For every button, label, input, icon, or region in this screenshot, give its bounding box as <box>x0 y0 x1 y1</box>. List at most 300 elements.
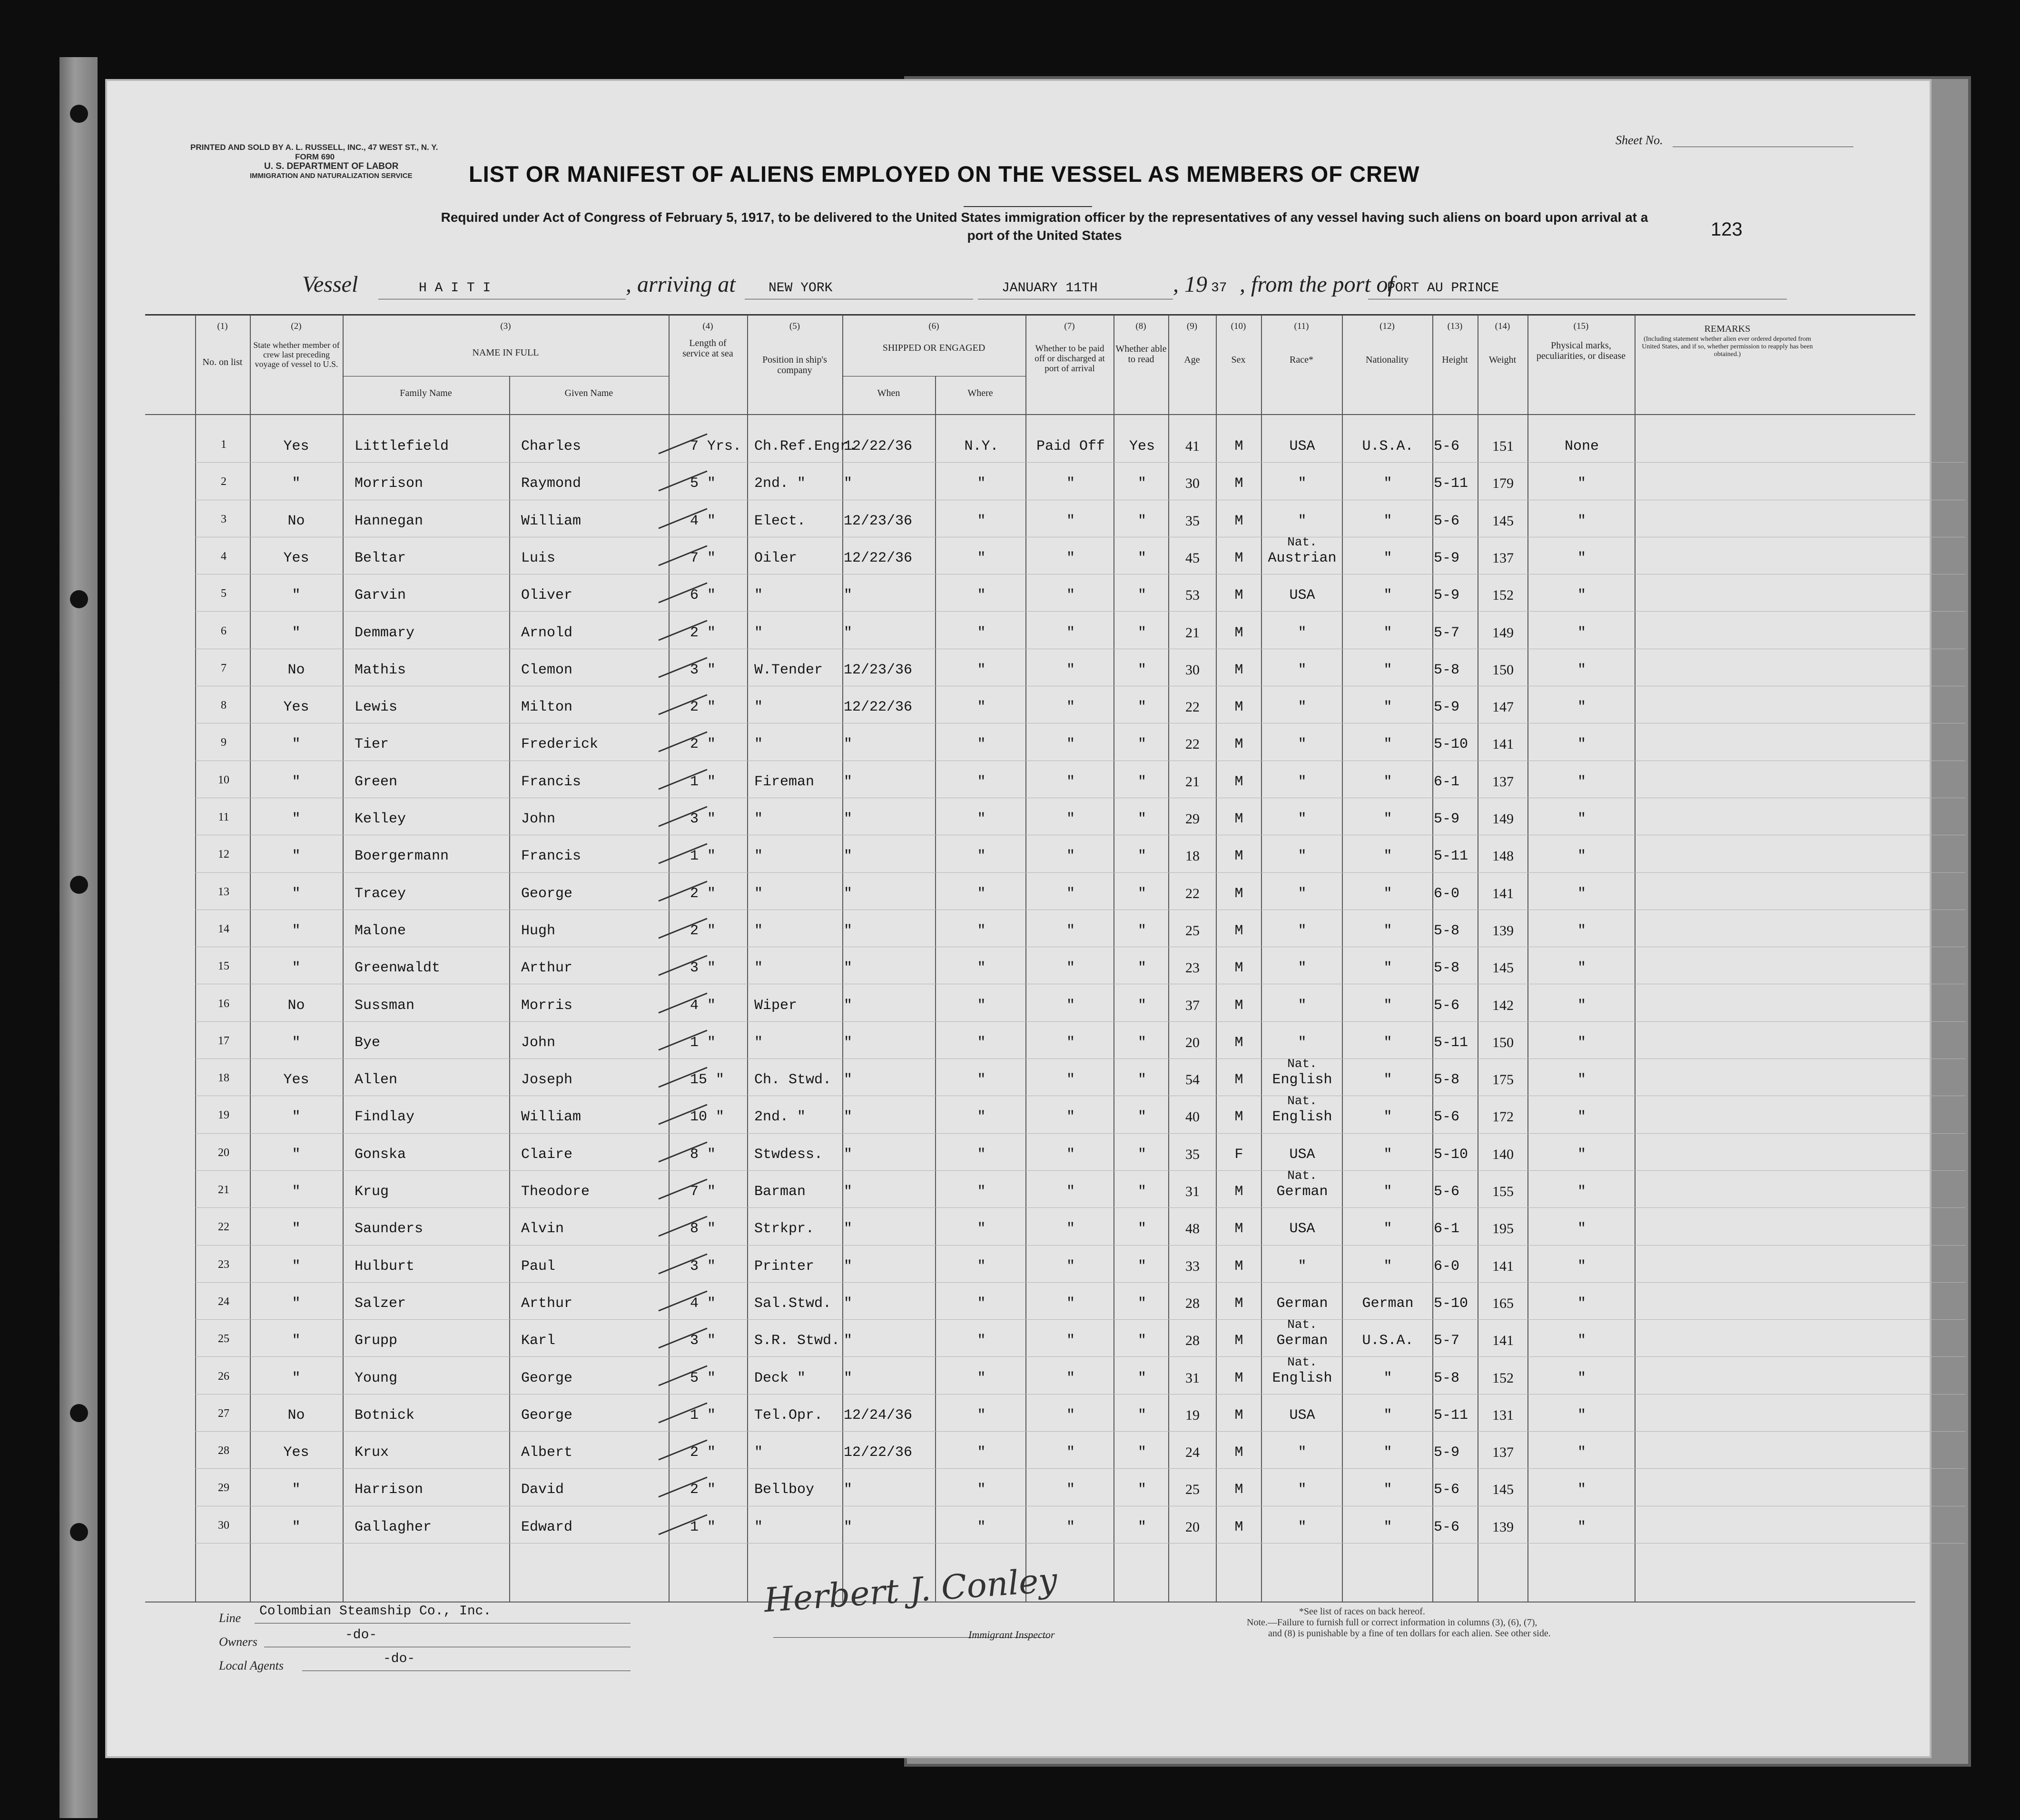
cell-shipped-where: " <box>977 922 986 939</box>
col-header-nationality: Nationality <box>1366 355 1409 365</box>
cell-shipped-when: " <box>844 960 853 977</box>
cell-sex: M <box>1234 587 1243 604</box>
cell-previous-voyage: No <box>287 1407 305 1424</box>
cell-physical-marks: None <box>1564 438 1599 455</box>
cell-given-name: Morris <box>521 997 573 1014</box>
cell-shipped-when: " <box>844 736 853 753</box>
cell-height: 5-10 <box>1434 736 1468 753</box>
cell-sex: M <box>1234 662 1243 678</box>
cell-paid-off: " <box>1066 736 1075 753</box>
cell-weight: 149 <box>1492 811 1514 827</box>
cell-row-number: 11 <box>218 811 229 823</box>
cell-height: 5-8 <box>1434 1072 1460 1088</box>
row-rule <box>195 1021 1965 1022</box>
cell-paid-off: " <box>1066 1482 1075 1498</box>
cell-position: Barman <box>754 1184 806 1200</box>
table-row <box>107 534 1930 575</box>
col-number-2: (2) <box>291 321 302 331</box>
cell-family-name: Allen <box>355 1072 398 1088</box>
cell-race: English <box>1272 1109 1332 1126</box>
cell-sex: M <box>1234 922 1243 939</box>
table-row <box>107 1355 1930 1395</box>
cell-weight: 145 <box>1492 1482 1514 1498</box>
cell-family-name: Young <box>355 1370 398 1386</box>
cell-age: 35 <box>1185 1146 1200 1162</box>
cell-previous-voyage: Yes <box>283 699 309 716</box>
cell-previous-voyage: " <box>292 1333 301 1349</box>
cell-position: " <box>754 587 763 604</box>
cell-height: 6-0 <box>1434 885 1460 902</box>
cell-paid-off: " <box>1066 1295 1075 1312</box>
row-rule <box>195 1058 1965 1059</box>
inspector-label: Immigrant Inspector <box>968 1629 1055 1641</box>
cell-row-number: 28 <box>218 1444 229 1457</box>
cell-height: 5-8 <box>1434 922 1460 939</box>
cell-shipped-when: " <box>844 1146 853 1163</box>
cell-shipped-where: " <box>977 1370 986 1386</box>
col-number-11: (11) <box>1294 321 1309 331</box>
cell-row-number: 21 <box>218 1184 229 1196</box>
col-header-remarks-note: (Including statement whether alien ever ordered deported from United States, and if so, whether permission to reapply has been obtained.) <box>1642 336 1813 358</box>
cell-service-length: 4 " <box>690 997 716 1014</box>
cell-previous-voyage: Yes <box>283 438 309 455</box>
cell-physical-marks: " <box>1577 885 1586 902</box>
cell-shipped-when: " <box>844 1109 853 1126</box>
col-header-no-on-list: No. on list <box>202 357 243 367</box>
page-number: 123 <box>1711 219 1743 240</box>
cell-previous-voyage: " <box>292 922 301 939</box>
cell-position: " <box>754 1519 763 1535</box>
cell-physical-marks: " <box>1577 848 1586 865</box>
cell-service-length: 2 " <box>690 736 716 753</box>
cell-family-name: Kelley <box>355 811 406 827</box>
cell-family-name: Hulburt <box>355 1258 415 1275</box>
cell-family-name: Boergermann <box>355 848 449 865</box>
cell-paid-off: " <box>1066 960 1075 977</box>
cell-paid-off: " <box>1066 1258 1075 1275</box>
cell-shipped-where: " <box>977 1482 986 1498</box>
cell-age: 30 <box>1185 662 1200 678</box>
col-header-name-in-full: NAME IN FULL <box>472 347 539 358</box>
cell-service-length: 2 " <box>690 699 716 716</box>
cell-service-length: 4 " <box>690 1295 716 1312</box>
cell-paid-off: " <box>1066 1333 1075 1349</box>
cell-age: 35 <box>1185 513 1200 529</box>
cell-shipped-when: " <box>844 997 853 1014</box>
cell-age: 21 <box>1185 624 1200 641</box>
cell-given-name: Raymond <box>521 475 581 492</box>
sheet-number-label: Sheet No. <box>1616 133 1663 147</box>
cell-service-length: 2 " <box>690 1482 716 1498</box>
cell-service-length: 2 " <box>690 885 716 902</box>
cell-sex: M <box>1234 1109 1243 1126</box>
table-row <box>107 1395 1930 1432</box>
cell-shipped-where: " <box>977 1519 986 1535</box>
col-header-height: Height <box>1442 355 1468 365</box>
cell-row-number: 25 <box>218 1333 229 1345</box>
cell-able-to-read: " <box>1137 513 1146 529</box>
cell-service-length: 7 " <box>690 1184 716 1200</box>
cell-physical-marks: " <box>1577 1221 1586 1237</box>
cell-shipped-when: 12/22/36 <box>844 699 913 716</box>
cell-family-name: Krug <box>355 1184 389 1200</box>
cell-nationality: " <box>1383 811 1392 827</box>
cell-paid-off: " <box>1066 885 1075 902</box>
cell-shipped-when: " <box>844 885 853 902</box>
cell-naturalized-note: Nat. <box>1287 1094 1317 1108</box>
cell-weight: 172 <box>1492 1109 1514 1125</box>
cell-previous-voyage: No <box>287 997 305 1014</box>
cell-row-number: 20 <box>218 1146 229 1159</box>
row-rule <box>195 1170 1965 1171</box>
table-row <box>107 1469 1930 1506</box>
cell-shipped-where: " <box>977 1034 986 1051</box>
cell-race: " <box>1298 773 1307 790</box>
cell-height: 5-9 <box>1434 699 1460 716</box>
local-agents-value: -do- <box>383 1652 415 1666</box>
col-number-1: (1) <box>217 321 228 331</box>
cell-position: " <box>754 922 763 939</box>
line-label: Line <box>219 1611 241 1625</box>
cell-family-name: Tracey <box>355 885 406 902</box>
cell-sex: M <box>1234 1184 1243 1200</box>
row-rule <box>195 1245 1965 1246</box>
cell-height: 6-1 <box>1434 773 1460 790</box>
cell-given-name: Arnold <box>521 624 573 641</box>
cell-paid-off: " <box>1066 662 1075 678</box>
cell-position: Tel.Opr. <box>754 1407 823 1424</box>
cell-height: 5-6 <box>1434 997 1460 1014</box>
cell-service-length: 1 " <box>690 1034 716 1051</box>
cell-shipped-when: " <box>844 475 853 492</box>
cell-row-number: 19 <box>218 1109 229 1122</box>
cell-shipped-where: " <box>977 587 986 604</box>
cell-paid-off: " <box>1066 1072 1075 1088</box>
cell-able-to-read: " <box>1137 550 1146 566</box>
cell-physical-marks: " <box>1577 1444 1586 1461</box>
cell-service-length: 2 " <box>690 624 716 641</box>
cell-age: 54 <box>1185 1072 1200 1088</box>
col-header-previous-voyage: State whether member of crew last preceding voyage of vessel to U.S. <box>253 340 340 369</box>
cell-nationality: " <box>1383 997 1392 1014</box>
cell-physical-marks: " <box>1577 922 1586 939</box>
cell-race: Austrian <box>1268 550 1337 566</box>
cell-sex: M <box>1234 1370 1243 1386</box>
cell-row-number: 18 <box>218 1072 229 1085</box>
cell-nationality: " <box>1383 699 1392 716</box>
cell-sex: M <box>1234 1072 1243 1088</box>
cell-physical-marks: " <box>1577 624 1586 641</box>
cell-nationality: " <box>1383 1221 1392 1237</box>
cell-shipped-where: " <box>977 662 986 678</box>
cell-physical-marks: " <box>1577 773 1586 790</box>
table-row <box>107 1094 1930 1134</box>
cell-height: 5-6 <box>1434 513 1460 529</box>
table-row <box>107 613 1930 650</box>
cell-sex: M <box>1234 885 1243 902</box>
col-header-family-name: Family Name <box>400 388 452 398</box>
cell-given-name: Francis <box>521 848 581 865</box>
cell-paid-off: " <box>1066 475 1075 492</box>
cell-shipped-when: " <box>844 1072 853 1088</box>
cell-able-to-read: " <box>1137 1109 1146 1126</box>
table-row <box>107 1059 1930 1097</box>
fine-note-line-2: and (8) is punishable by a fine of ten dollars for each alien. See other side. <box>1268 1628 1551 1639</box>
cell-shipped-where: " <box>977 1258 986 1275</box>
cell-able-to-read: " <box>1137 1034 1146 1051</box>
cell-weight: 137 <box>1492 550 1514 566</box>
cell-row-number: 13 <box>218 885 229 898</box>
cell-able-to-read: " <box>1137 922 1146 939</box>
cell-position: " <box>754 885 763 902</box>
cell-weight: 175 <box>1492 1072 1514 1088</box>
cell-nationality: " <box>1383 885 1392 902</box>
col-number-8: (8) <box>1135 321 1146 331</box>
cell-sex: M <box>1234 438 1243 455</box>
cell-service-length: 8 " <box>690 1221 716 1237</box>
cell-sex: M <box>1234 1034 1243 1051</box>
cell-age: 23 <box>1185 960 1200 976</box>
cell-physical-marks: " <box>1577 1407 1586 1424</box>
cell-shipped-when: 12/22/36 <box>844 1444 913 1461</box>
cell-race: USA <box>1289 587 1315 604</box>
cell-shipped-when: " <box>844 848 853 865</box>
cell-physical-marks: " <box>1577 997 1586 1014</box>
cell-given-name: Karl <box>521 1333 556 1349</box>
cell-row-number: 3 <box>221 513 227 525</box>
cell-able-to-read: " <box>1137 1407 1146 1424</box>
cell-given-name: Clemon <box>521 662 573 678</box>
cell-physical-marks: " <box>1577 1519 1586 1535</box>
cell-weight: 137 <box>1492 773 1514 790</box>
col-number-13: (13) <box>1447 321 1463 331</box>
cell-height: 6-0 <box>1434 1258 1460 1275</box>
cell-race: " <box>1298 513 1307 529</box>
cell-sex: M <box>1234 624 1243 641</box>
cell-previous-voyage: " <box>292 1221 301 1237</box>
cell-service-length: 3 " <box>690 960 716 977</box>
cell-family-name: Salzer <box>355 1295 406 1312</box>
cell-paid-off: " <box>1066 1034 1075 1051</box>
cell-given-name: Joseph <box>521 1072 573 1088</box>
cell-row-number: 5 <box>221 587 227 600</box>
cell-weight: 145 <box>1492 960 1514 976</box>
cell-position: " <box>754 1034 763 1051</box>
row-rule <box>195 1319 1965 1320</box>
cell-shipped-where: N.Y. <box>964 438 999 455</box>
cell-age: 53 <box>1185 587 1200 603</box>
cell-age: 21 <box>1185 773 1200 790</box>
cell-race: USA <box>1289 438 1315 455</box>
cell-given-name: Paul <box>521 1258 556 1275</box>
cell-shipped-where: " <box>977 550 986 566</box>
cell-family-name: Tier <box>355 736 389 753</box>
cell-service-length: 1 " <box>690 773 716 790</box>
cell-height: 5-8 <box>1434 662 1460 678</box>
cell-position: Deck " <box>754 1370 806 1386</box>
cell-family-name: Green <box>355 773 398 790</box>
cell-sex: M <box>1234 513 1243 529</box>
vessel-label: Vessel <box>302 272 358 297</box>
table-row <box>107 1208 1930 1246</box>
cell-sex: M <box>1234 1221 1243 1237</box>
cell-row-number: 1 <box>221 438 227 451</box>
cell-shipped-where: " <box>977 773 986 790</box>
cell-position: " <box>754 699 763 716</box>
cell-naturalized-note: Nat. <box>1287 1355 1317 1369</box>
cell-position: " <box>754 1444 763 1461</box>
cell-shipped-when: " <box>844 1221 853 1237</box>
cell-family-name: Hannegan <box>355 513 424 529</box>
cell-able-to-read: " <box>1137 885 1146 902</box>
owners-value: -do- <box>345 1628 377 1642</box>
table-row <box>107 1432 1930 1469</box>
cell-service-length: 1 " <box>690 1519 716 1535</box>
cell-weight: 147 <box>1492 699 1514 715</box>
cell-weight: 195 <box>1492 1221 1514 1237</box>
cell-able-to-read: " <box>1137 736 1146 753</box>
cell-position: " <box>754 811 763 827</box>
cell-row-number: 4 <box>221 550 227 563</box>
cell-nationality: " <box>1383 1184 1392 1200</box>
cell-nationality: " <box>1383 1444 1392 1461</box>
cell-service-length: 5 " <box>690 475 716 492</box>
form-number: FORM 690 <box>295 152 335 161</box>
cell-weight: 152 <box>1492 1370 1514 1386</box>
cell-physical-marks: " <box>1577 1295 1586 1312</box>
cell-position: Oiler <box>754 550 798 566</box>
cell-weight: 140 <box>1492 1146 1514 1162</box>
cell-service-length: 2 " <box>690 922 716 939</box>
cell-shipped-where: " <box>977 811 986 827</box>
cell-weight: 141 <box>1492 1333 1514 1349</box>
row-rule <box>195 462 1965 463</box>
cell-able-to-read: " <box>1137 1370 1146 1386</box>
cell-nationality: " <box>1383 1109 1392 1126</box>
subtitle-line-2: port of the United States <box>967 228 1122 243</box>
cell-sex: M <box>1234 960 1243 977</box>
cell-physical-marks: " <box>1577 1258 1586 1275</box>
cell-shipped-where: " <box>977 848 986 865</box>
cell-position: Fireman <box>754 773 815 790</box>
cell-previous-voyage: " <box>292 1146 301 1163</box>
cell-sex: M <box>1234 550 1243 566</box>
cell-weight: 142 <box>1492 997 1514 1013</box>
col-number-9: (9) <box>1186 321 1198 331</box>
cell-position: Bellboy <box>754 1482 815 1498</box>
table-row <box>107 910 1930 948</box>
cell-naturalized-note: Nat. <box>1287 534 1317 549</box>
cell-physical-marks: " <box>1577 1482 1586 1498</box>
row-rule <box>195 1468 1965 1469</box>
vessel-name: H A I T I <box>419 281 491 296</box>
cell-physical-marks: " <box>1577 475 1586 492</box>
cell-paid-off: " <box>1066 1370 1075 1386</box>
cell-position: Wiper <box>754 997 798 1014</box>
cell-row-number: 16 <box>218 997 229 1010</box>
cell-previous-voyage: " <box>292 1184 301 1200</box>
table-row <box>107 1168 1930 1208</box>
cell-family-name: Findlay <box>355 1109 415 1126</box>
cell-previous-voyage: " <box>292 1109 301 1126</box>
cell-height: 5-7 <box>1434 1333 1460 1349</box>
cell-position: Ch.Ref.Engr. <box>754 438 857 455</box>
cell-race: " <box>1298 662 1307 678</box>
row-rule <box>195 1133 1965 1134</box>
cell-weight: 151 <box>1492 438 1514 454</box>
table-row <box>107 463 1930 500</box>
cell-race: " <box>1298 1034 1307 1051</box>
cell-age: 33 <box>1185 1258 1200 1274</box>
cell-age: 22 <box>1185 736 1200 752</box>
cell-nationality: " <box>1383 1370 1392 1386</box>
cell-given-name: John <box>521 811 556 827</box>
cell-race: " <box>1298 1258 1307 1275</box>
fine-note-line-1: Note.—Failure to furnish full or correct information in columns (3), (6), (7), <box>1247 1617 1537 1628</box>
punch-hole <box>70 105 88 123</box>
table-row <box>107 1317 1930 1357</box>
cell-row-number: 10 <box>218 773 229 786</box>
cell-race: USA <box>1289 1221 1315 1237</box>
cell-position: " <box>754 736 763 753</box>
row-rule <box>195 872 1965 873</box>
table-row <box>107 724 1930 761</box>
cell-service-length: 2 " <box>690 1444 716 1461</box>
col-header-weight: Weight <box>1488 355 1517 365</box>
col-number-10: (10) <box>1231 321 1246 331</box>
manifest-sheet <box>107 81 1930 1756</box>
cell-height: 5-7 <box>1434 624 1460 641</box>
cell-race: " <box>1298 885 1307 902</box>
col-header-race: Race* <box>1290 355 1313 365</box>
cell-able-to-read: " <box>1137 811 1146 827</box>
cell-row-number: 24 <box>218 1295 229 1308</box>
cell-race: " <box>1298 848 1307 865</box>
cell-height: 5-9 <box>1434 1444 1460 1461</box>
inspector-signature: Herbert J. Conley <box>762 1560 1059 1620</box>
cell-shipped-where: " <box>977 1072 986 1088</box>
cell-age: 48 <box>1185 1221 1200 1237</box>
cell-physical-marks: " <box>1577 1146 1586 1163</box>
table-row <box>107 762 1930 799</box>
cell-shipped-when: " <box>844 1333 853 1349</box>
cell-family-name: Lewis <box>355 699 398 716</box>
cell-service-length: 3 " <box>690 1258 716 1275</box>
cell-previous-voyage: " <box>292 587 301 604</box>
cell-row-number: 23 <box>218 1258 229 1271</box>
cell-age: 22 <box>1185 699 1200 715</box>
cell-family-name: Beltar <box>355 550 406 566</box>
cell-able-to-read: " <box>1137 1482 1146 1498</box>
cell-paid-off: " <box>1066 773 1075 790</box>
cell-sex: M <box>1234 699 1243 716</box>
cell-service-length: 1 " <box>690 1407 716 1424</box>
cell-shipped-when: " <box>844 1184 853 1200</box>
cell-given-name: Francis <box>521 773 581 790</box>
cell-nationality: German <box>1362 1295 1414 1312</box>
cell-shipped-where: " <box>977 699 986 716</box>
cell-shipped-when: " <box>844 1034 853 1051</box>
cell-position: Strkpr. <box>754 1221 815 1237</box>
cell-race: German <box>1276 1333 1328 1349</box>
cell-shipped-when: " <box>844 1482 853 1498</box>
row-rule <box>195 1431 1965 1432</box>
cell-able-to-read: " <box>1137 1146 1146 1163</box>
cell-paid-off: Paid Off <box>1036 438 1105 455</box>
row-rule <box>195 1282 1965 1283</box>
cell-family-name: Harrison <box>355 1482 424 1498</box>
cell-previous-voyage: No <box>287 513 305 529</box>
